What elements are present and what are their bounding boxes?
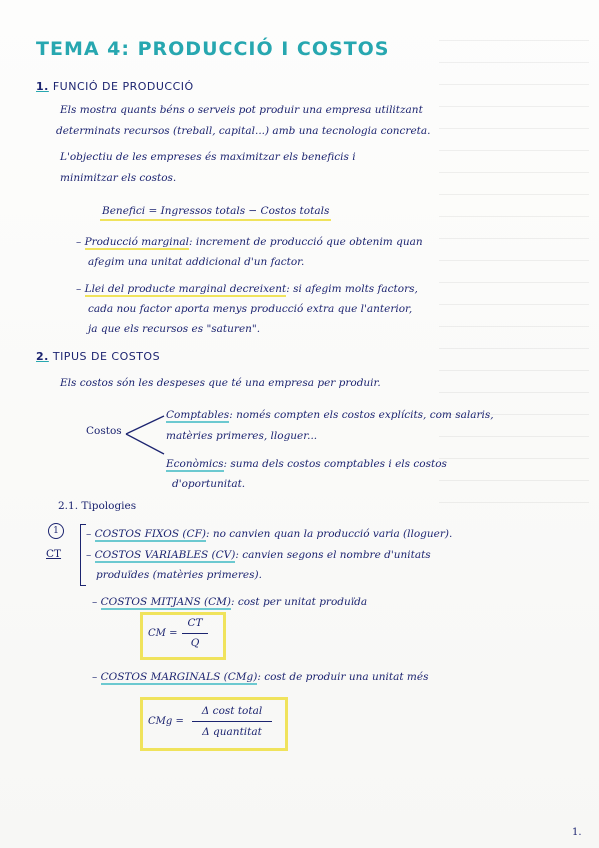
section-1-title: FUNCIÓ DE PRODUCCIÓ: [52, 80, 194, 93]
ct-label: CT: [46, 548, 62, 560]
costs-intro: Els costos són les despeses que té una empresa per produir.: [60, 377, 381, 389]
costs-label: Costos: [86, 425, 122, 437]
diminishing-returns-def: : si afegim molts factors,: [286, 283, 418, 295]
paragraph-2-line-2: minimitzar els costos.: [60, 172, 177, 184]
accounting-def-2: matèries primeres, lloguer...: [166, 430, 318, 442]
accounting-def: : només compten els costos explícits, com salaris,: [229, 409, 494, 421]
economic-costs: [166, 458, 447, 471]
paragraph-2-line-1: L'objectiu de les empreses és maximitzar els beneficis i: [60, 151, 356, 163]
bleed-through-text: [439, 40, 589, 520]
term-fixed: COSTOS FIXOS (CF): [94, 528, 206, 540]
term-economic: Econòmics: [166, 458, 224, 470]
variable-def-2: produïdes (matèries primeres).: [96, 569, 262, 581]
section-2-title: TIPUS DE COSTOS: [52, 350, 161, 363]
branch-arrows: [124, 412, 168, 458]
cm-denominator: Q: [190, 637, 200, 649]
accounting-costs: [166, 409, 494, 422]
term-diminishing-returns: Llei del producte marginal decreixent: [84, 283, 287, 295]
fixed-def: : no canvien quan la producció varia (lloguer).: [205, 528, 453, 540]
bracket-bottom: [80, 585, 86, 586]
bullet-marginal-production: – Producció marginal: increment de producció que obtenim quan: [76, 236, 423, 248]
variable-costs: – COSTOS VARIABLES (CV): canvien segons el nombre d'unitats: [86, 549, 431, 561]
diminishing-returns-def-2: cada nou factor aporta menys producció extra que l'anterior,: [88, 303, 413, 315]
term-accounting: Comptables: [166, 409, 230, 421]
marginal-production-def-2: afegim una unitat addicional d'un factor.: [88, 256, 305, 268]
diminishing-returns-def-3: ja que els recursos es "saturen".: [88, 323, 261, 335]
page-number: 1.: [572, 827, 582, 838]
section-2-number: 2.: [36, 350, 49, 363]
marginal-def: : cost de produir una unitat més: [257, 671, 429, 683]
circled-number: 1: [48, 523, 64, 539]
cmg-fraction-line: [192, 721, 272, 722]
cmg-denominator: Δ quantitat: [202, 726, 262, 738]
paragraph-1-line-1: Els mostra quants béns o serveis pot produir una empresa utilitzant: [60, 104, 423, 116]
paragraph-1-line-2: determinats recursos (treball, capital...) amb una tecnologia concreta.: [56, 125, 431, 137]
marginal-costs: – COSTOS MARGINALS (CMg): cost de produir una unitat més: [92, 671, 429, 683]
economic-def-2: d'oportunitat.: [172, 478, 246, 490]
marginal-production-def: : increment de producció que obtenim quan: [188, 236, 423, 248]
subsection-heading: 2.1. Tipologies: [58, 500, 137, 512]
economic-def: : suma dels costos comptables i els costos: [223, 458, 447, 470]
average-costs: – COSTOS MITJANS (CM): cost per unitat produïda: [92, 596, 368, 608]
section-2-heading: [36, 350, 160, 363]
bracket: [80, 524, 81, 586]
cmg-lhs: CMg =: [148, 716, 184, 727]
bullet-diminishing-returns: – Llei del producte marginal decreixent: si afegim molts factors,: [76, 283, 418, 295]
cm-lhs: CM =: [148, 628, 178, 639]
term-marginal: COSTOS MARGINALS (CMg): [100, 671, 258, 683]
cm-fraction-line: [182, 633, 208, 634]
fixed-costs: – COSTOS FIXOS (CF): no canvien quan la producció varia (lloguer).: [86, 528, 453, 540]
term-variable: COSTOS VARIABLES (CV): [94, 549, 236, 561]
term-average: COSTOS MITJANS (CM): [100, 596, 231, 608]
benefit-formula: Benefici = Ingressos totals − Costos totals: [100, 205, 331, 221]
section-1-heading: [36, 80, 194, 93]
average-def: : cost per unitat produïda: [230, 596, 368, 608]
section-1-number: 1.: [36, 80, 49, 93]
term-marginal-production: Producció marginal: [84, 236, 189, 248]
bracket-top: [80, 524, 86, 525]
cm-numerator: CT: [187, 617, 203, 629]
cmg-numerator: Δ cost total: [201, 705, 263, 717]
variable-def: : canvien segons el nombre d'unitats: [235, 549, 431, 561]
page-title: TEMA 4: PRODUCCIÓ I COSTOS: [36, 38, 390, 60]
